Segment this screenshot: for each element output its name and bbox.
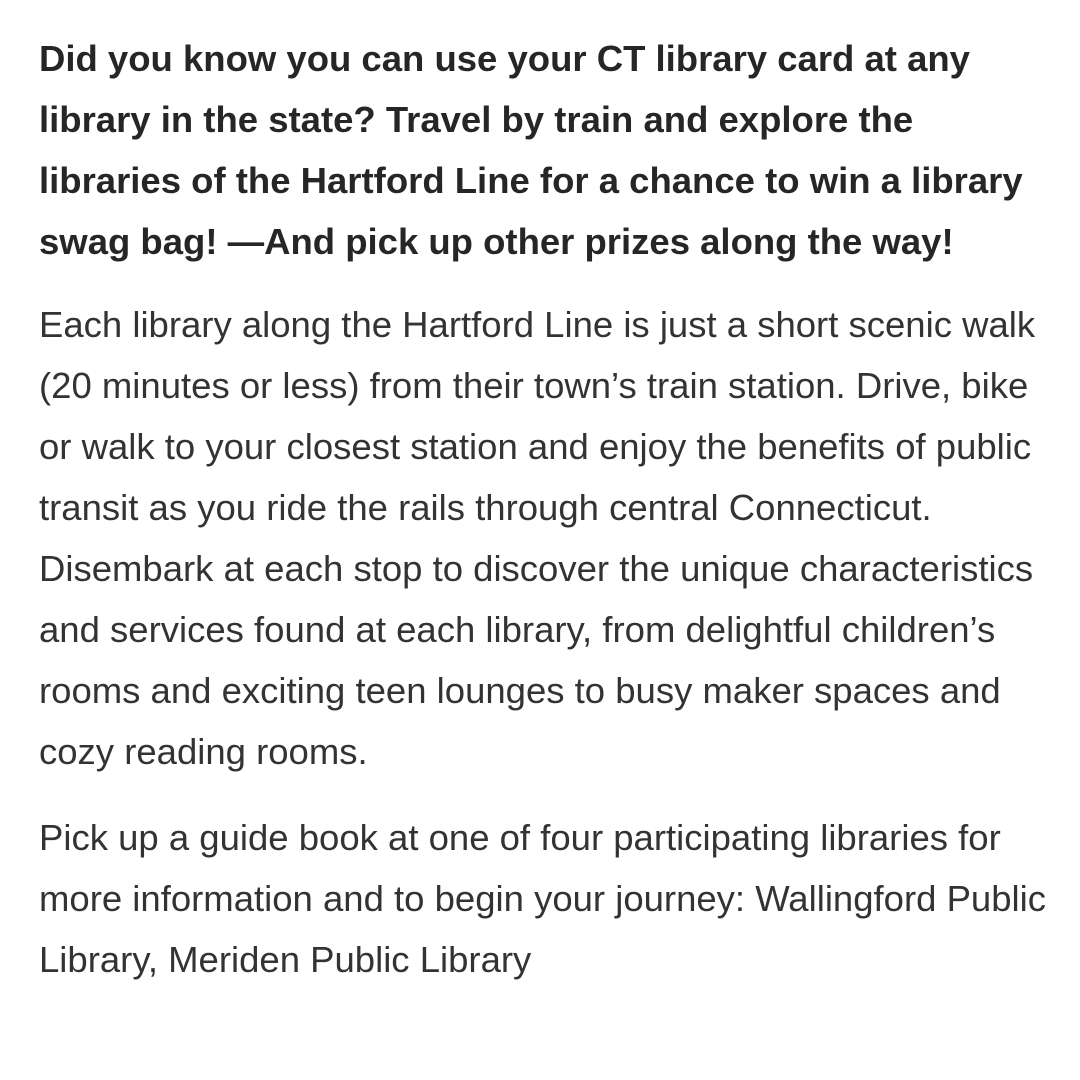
body-paragraph-guide-book: Pick up a guide book at one of four participating libraries for more information and to begin your journey: Wallingford Public Library, Meriden Public Library [39,817,1046,980]
intro-paragraph: Did you know you can use your CT library card at any library in the state? Travel by train and explore the libraries of the Hartford Line for a chance to win a library swag bag! —And pick up other prizes along the way! [39,38,1023,262]
article-body [39,28,1049,1015]
body-paragraph-walk: Each library along the Hartford Line is just a short scenic walk (20 minutes or less) from their town’s train station. Drive, bike or walk to your closest station and enjoy the benefits of public transit as you ride the rails through central Connecticut. Disembark at each stop to discover the unique characteristics and services found at each library, from delightful children’s rooms and exciting teen lounges to busy maker spaces and cozy reading rooms. [39,304,1036,772]
